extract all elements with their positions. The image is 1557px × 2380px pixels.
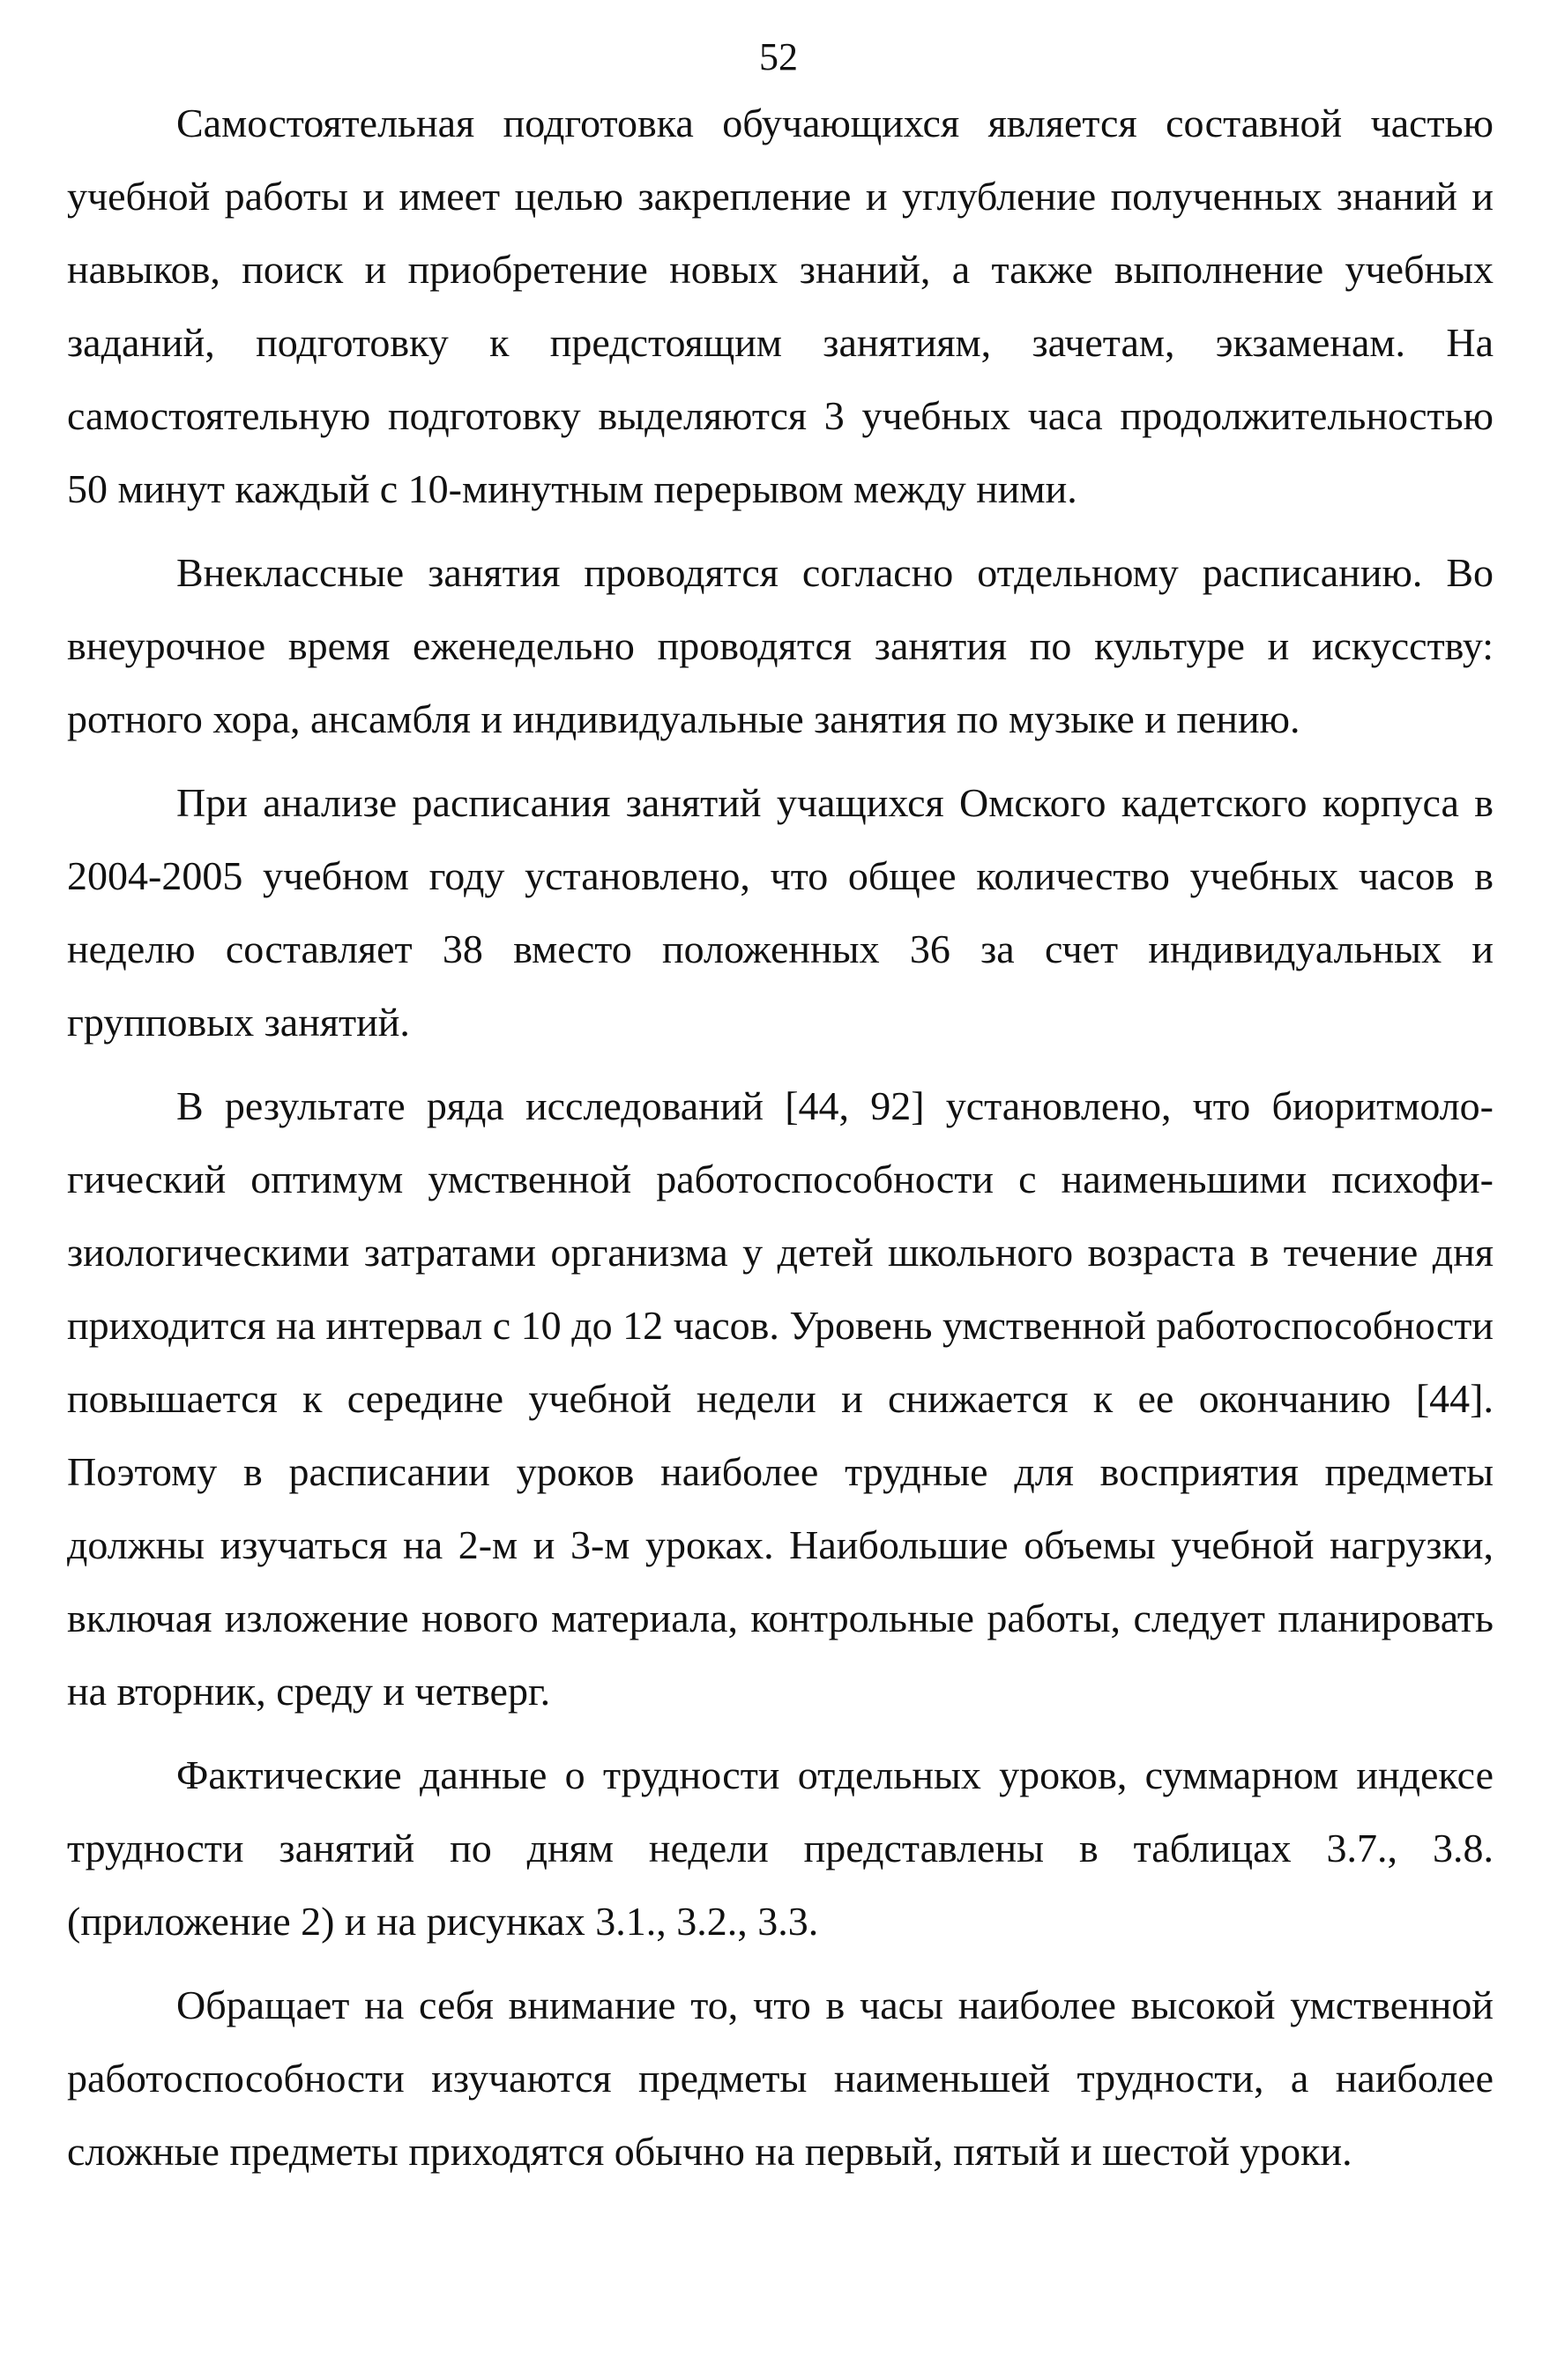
page-number: 52 — [759, 35, 798, 78]
body-text — [67, 86, 1494, 2198]
paragraph-biorhythm-research: В результате ряда исследований [44, 92] установлено, что биоритмологический оптимум умственной работоспособности с наименьшими психофизиологическими затратами организма у детей школьного возраста в течение дня приходится на интервал с 10 до 12 часов. Уровень умственной работоспособности повышается к середине учебной недели и снижается к ее окончанию [44]. Поэтому в расписании уроков наиболее трудные для восприятия предметы должны изучаться на 2-м и 3-м уроках. Наибольшие объемы учебной нагрузки, включая изложение нового материала, контрольные работы, следует планировать на вторник, среду и четверг. — [67, 1083, 1494, 1714]
paragraph-observation: Обращает на себя внимание то, что в часы наиболее высокой умственной работоспособности изучаются предметы наименьшей трудности, а наиболее сложные предметы приходятся обычно на первый, пятый и шестой уроки. — [67, 1982, 1494, 2174]
paragraph-extracurricular: Внеклассные занятия проводятся согласно отдельному расписанию. Во внеурочное время еженедельно проводятся занятия по культуре и искусству: ротного хора, ансамбля и индивидуальные занятия по музыке и пению. — [67, 550, 1494, 741]
paragraph-difficulty-data: Фактические данные о трудности отдельных уроков, суммарном индексе трудности занятий по дням недели представлены в таблицах 3.7., 3.8. (приложение 2) и на рисунках 3.1., 3.2., 3.3. — [67, 1752, 1494, 1944]
paragraph-self-study: Самостоятельная подготовка обучающихся является составной частью учебной работы и имеет целью закрепление и углубление полученных знаний и навыков, поиск и приобретение новых знаний, а также выполнение учебных заданий, подготовку к предстоящим занятиям, зачетам, экзаменам. На самостоятельную подготовку выделяются 3 учебных часа продолжительностью 50 минут каждый с 10-минутным перерывом между ними. — [67, 100, 1494, 511]
paragraph-schedule-analysis: При анализе расписания занятий учащихся Омского кадетского корпуса в 2004-2005 учебном году установлено, что общее количество учебных часов в неделю составляет 38 вместо положенных 36 за счет индивидуальных и групповых занятий. — [67, 780, 1494, 1045]
